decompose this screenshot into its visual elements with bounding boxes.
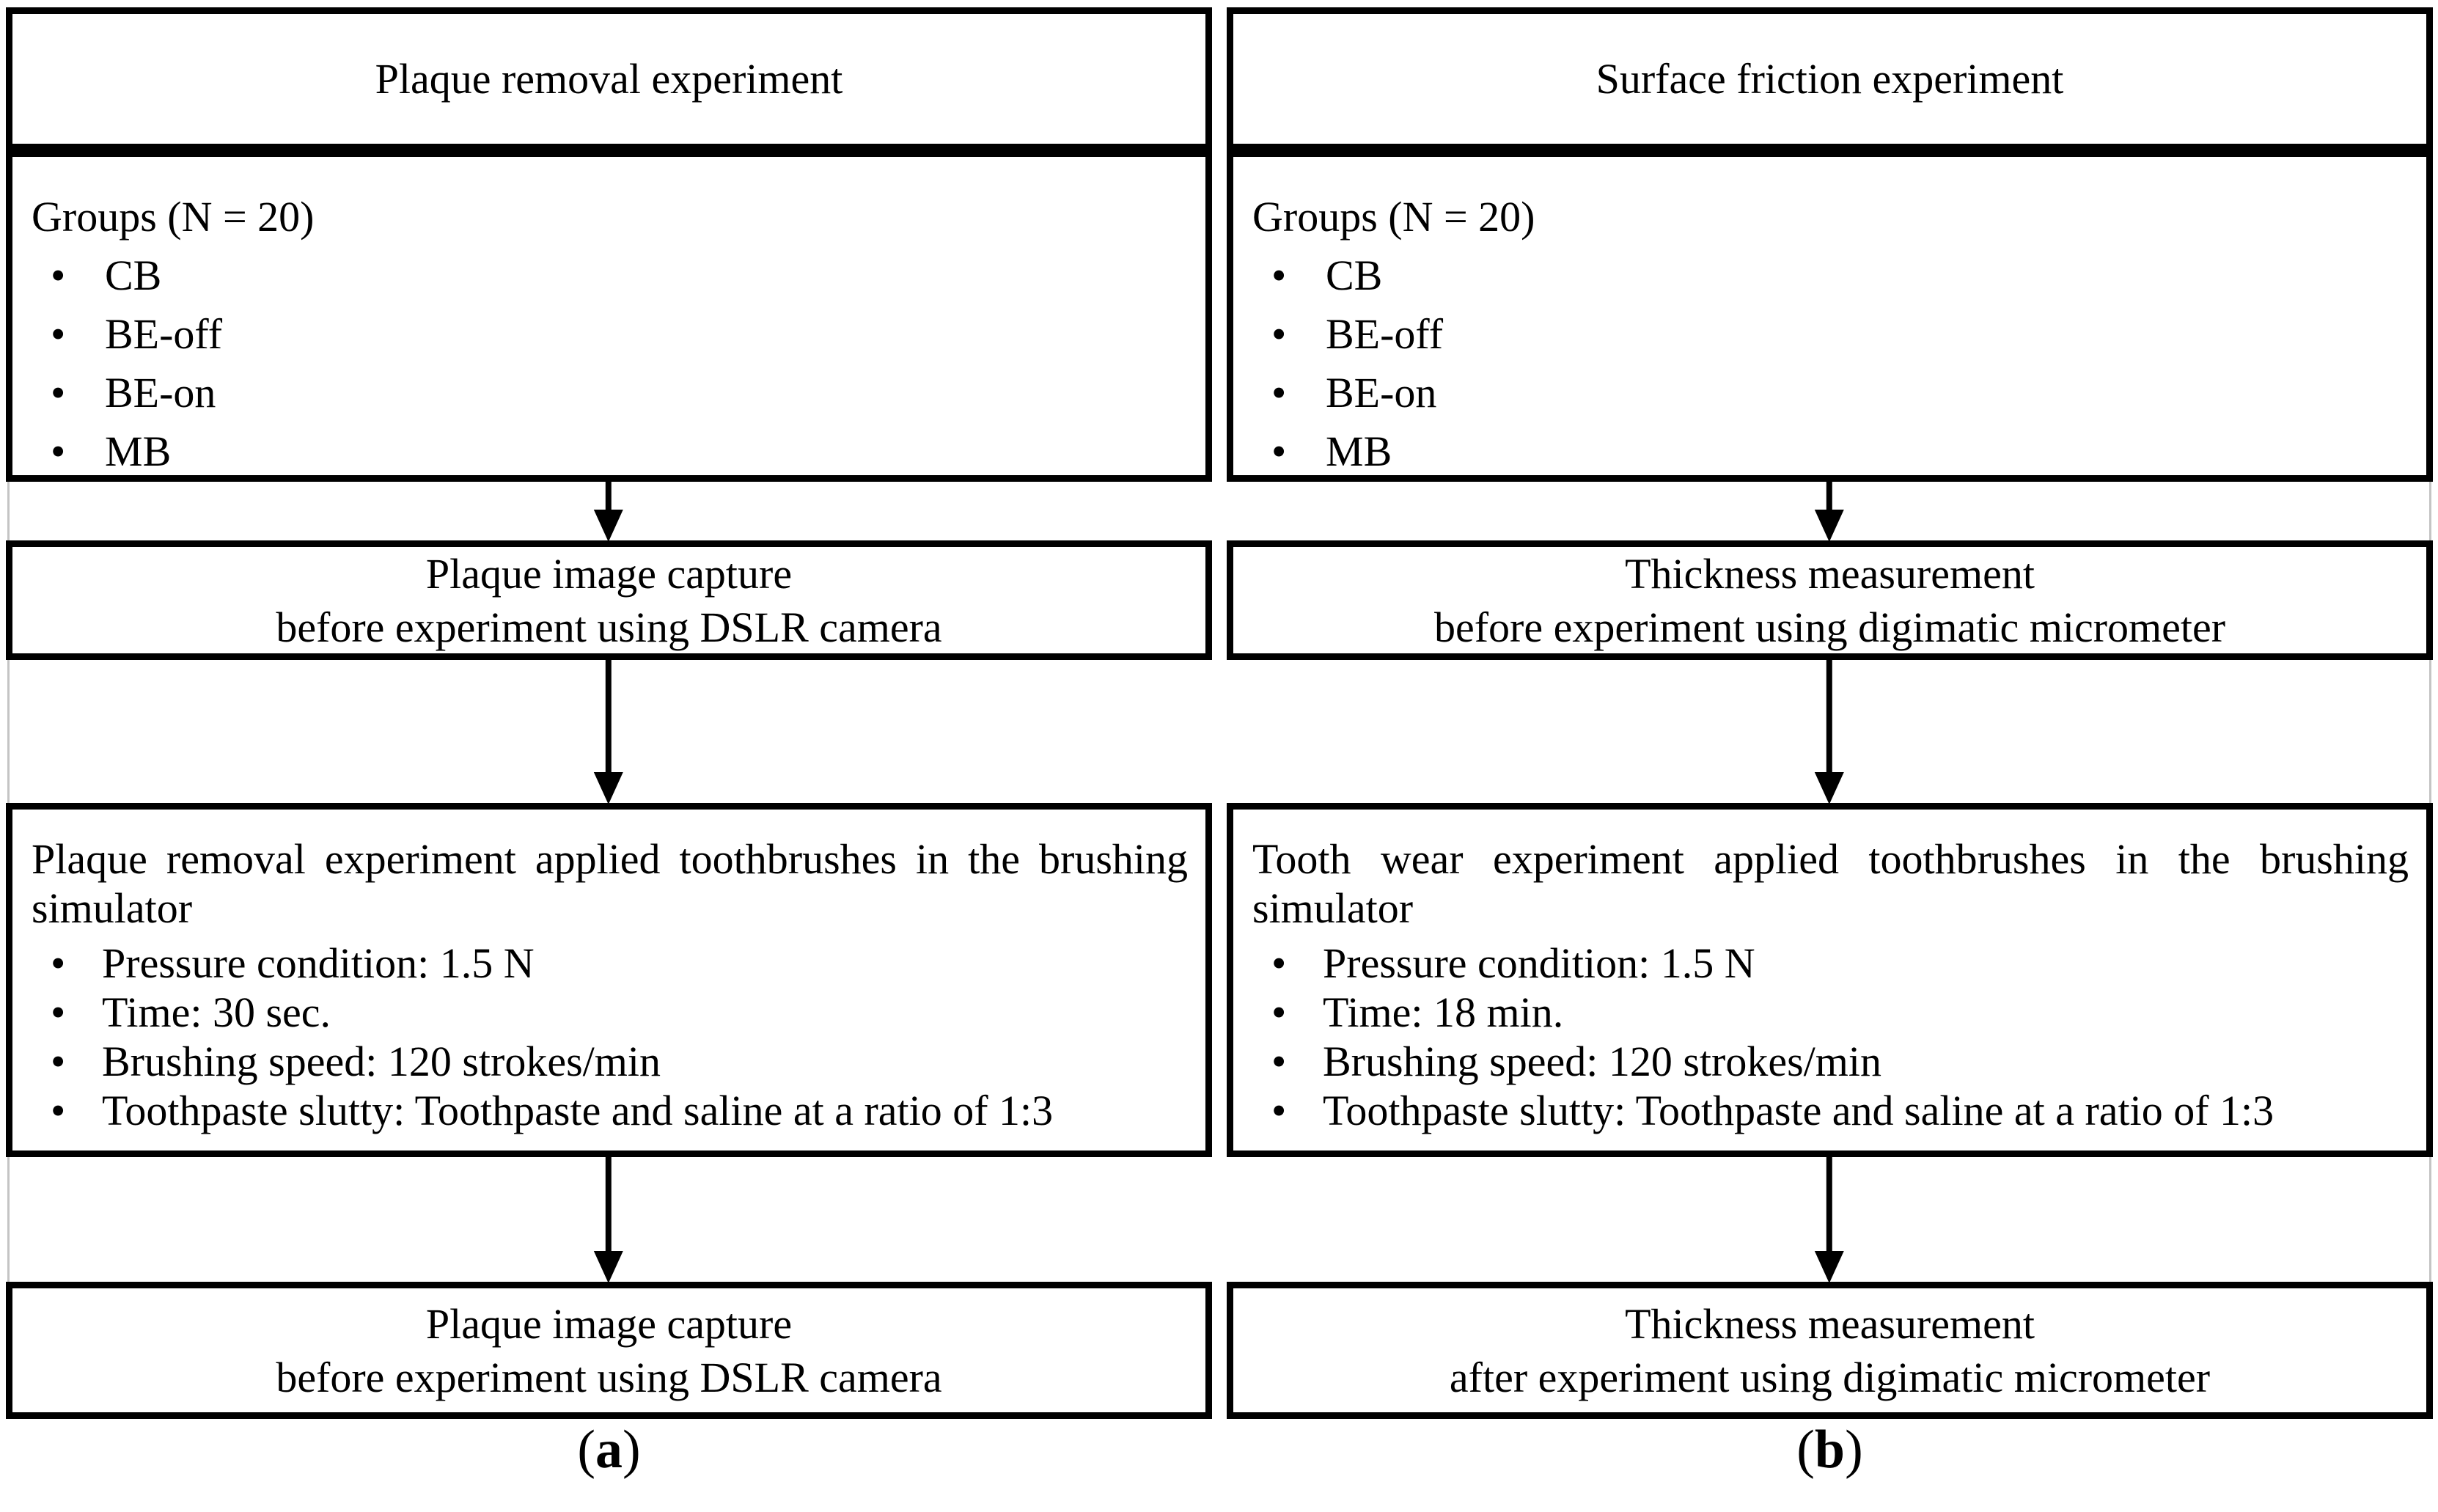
step-line: Plaque image capture xyxy=(425,1299,793,1348)
caption-letter: b xyxy=(1814,1420,1846,1480)
down-arrow-icon xyxy=(593,1157,623,1283)
flow-gap xyxy=(6,660,1212,803)
two-column-flowchart xyxy=(6,7,2433,1481)
procedure-item: • Brushing speed: 120 strokes/min xyxy=(32,1037,1188,1086)
flow-gap xyxy=(6,482,1212,540)
procedure-heading-a: Plaque removal experiment applied toothbrushes in the brushing simulator xyxy=(32,835,1188,932)
arrow-head xyxy=(1814,510,1843,542)
step-line: Plaque image capture xyxy=(425,549,793,598)
column-surface-friction xyxy=(1227,7,2433,1481)
step-line: before experiment using DSLR camera xyxy=(276,1353,942,1401)
procedure-item: • Time: 18 min. xyxy=(1252,988,2409,1037)
groups-list-a xyxy=(32,246,1185,481)
procedure-box-a xyxy=(6,803,1212,1157)
groups-box-a xyxy=(6,150,1212,482)
down-arrow-icon xyxy=(1814,660,1843,804)
step-box-measure-before-b xyxy=(1227,540,2433,660)
group-item: • BE-on xyxy=(1252,364,2406,422)
arrow-stem xyxy=(605,482,611,510)
step-box-capture-after-a xyxy=(6,1282,1212,1419)
caption-paren: ( xyxy=(577,1420,595,1480)
experiment-title-a: Plaque removal experiment xyxy=(375,55,843,103)
group-item: • BE-on xyxy=(32,364,1185,422)
experiment-title-box-a xyxy=(6,7,1212,150)
flow-gap xyxy=(1227,660,2433,803)
step-box-measure-after-b xyxy=(1227,1282,2433,1419)
groups-box-b xyxy=(1227,150,2433,482)
procedure-item: • Brushing speed: 120 strokes/min xyxy=(1252,1037,2409,1086)
step-line: Thickness measurement xyxy=(1625,549,2035,598)
groups-heading-a: Groups (N = 20) xyxy=(32,193,315,241)
caption-paren: ) xyxy=(623,1420,641,1480)
experiment-title-box-b xyxy=(1227,7,2433,150)
caption-paren: ( xyxy=(1796,1420,1815,1480)
column-plaque-removal xyxy=(6,7,1212,1481)
flow-gap xyxy=(1227,1157,2433,1282)
procedure-item: • Time: 30 sec. xyxy=(32,988,1188,1037)
arrow-head xyxy=(1814,772,1843,804)
down-arrow-icon xyxy=(1814,482,1843,542)
arrow-head xyxy=(593,1251,623,1283)
arrow-stem xyxy=(1826,660,1832,773)
step-line: before experiment using digimatic micrometer xyxy=(1433,603,2226,651)
arrow-head xyxy=(593,510,623,542)
flow-gap xyxy=(6,1157,1212,1282)
step-line: after experiment using digimatic micrometer xyxy=(1449,1353,2211,1401)
procedure-list-a xyxy=(32,939,1188,1135)
group-item: • MB xyxy=(1252,422,2406,481)
arrow-stem xyxy=(605,660,611,773)
group-item: • MB xyxy=(32,422,1185,481)
procedure-item: • Pressure condition: 1.5 N xyxy=(1252,939,2409,988)
procedure-item: • Toothpaste slutty: Toothpaste and saline at a ratio of 1:3 xyxy=(32,1086,1188,1135)
experiment-title-b: Surface friction experiment xyxy=(1596,55,2064,103)
step-line: before experiment using DSLR camera xyxy=(276,603,942,651)
caption-letter: a xyxy=(595,1420,623,1480)
subfigure-caption-a xyxy=(6,1419,1212,1481)
caption-paren: ) xyxy=(1845,1420,1863,1480)
flow-gap xyxy=(1227,482,2433,540)
procedure-item: • Pressure condition: 1.5 N xyxy=(32,939,1188,988)
group-item: • BE-off xyxy=(1252,305,2406,364)
procedure-box-b xyxy=(1227,803,2433,1157)
arrow-stem xyxy=(1826,1157,1832,1252)
arrow-head xyxy=(593,772,623,804)
group-item: • CB xyxy=(32,246,1185,305)
procedure-heading-b: Tooth wear experiment applied toothbrushes in the brushing simulator xyxy=(1252,835,2409,932)
subfigure-caption-b xyxy=(1227,1419,2433,1481)
arrow-stem xyxy=(605,1157,611,1252)
down-arrow-icon xyxy=(593,660,623,804)
arrow-head xyxy=(1814,1251,1843,1283)
procedure-list-b xyxy=(1252,939,2409,1135)
groups-heading-b: Groups (N = 20) xyxy=(1252,193,1535,241)
arrow-stem xyxy=(1826,482,1832,510)
procedure-item: • Toothpaste slutty: Toothpaste and saline at a ratio of 1:3 xyxy=(1252,1086,2409,1135)
down-arrow-icon xyxy=(593,482,623,542)
step-line: Thickness measurement xyxy=(1625,1299,2035,1348)
down-arrow-icon xyxy=(1814,1157,1843,1283)
group-item: • BE-off xyxy=(32,305,1185,364)
groups-list-b xyxy=(1252,246,2406,481)
group-item: • CB xyxy=(1252,246,2406,305)
step-box-capture-before-a xyxy=(6,540,1212,660)
